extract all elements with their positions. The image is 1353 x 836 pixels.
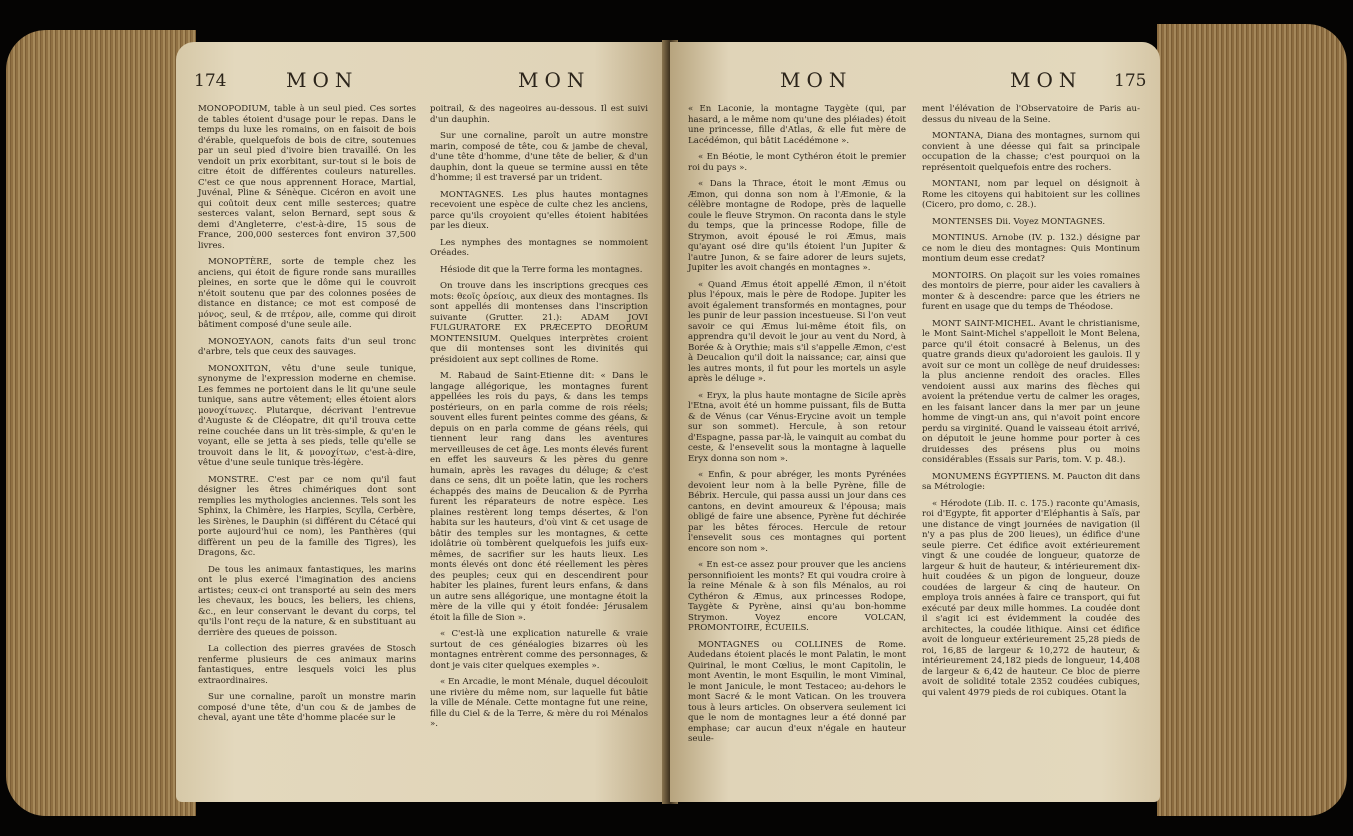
- paragraph: « En Béotie, le mont Cythéron étoit le premier roi du pays ».: [688, 152, 906, 173]
- paragraph: poitrail, & des nageoires au-dessous. Il est suivi d'un dauphin.: [430, 104, 648, 125]
- paragraph: Sur une cornaline, paroît un monstre marin composé d'une tête, d'un cou & de jambes de cheval, ayant une tête d'homme placée sur le: [198, 692, 416, 723]
- right-page: [670, 42, 1160, 802]
- paragraph: MONT SAINT-MICHEL. Avant le christianisme, le Mont Saint-Michel s'appelloit le Mont Belena, parce qu'il étoit consacré à Belenus, un des quatre grands dieux qu'adoroient les gaulois. Il y avoit sur ce mont un collège de neuf druidesses: la plus ancienne rendoit des oracles. Elles vendoient aussi aux marins des flèches qui avoient la prétendue vertu de calmer les orages, en les faisant lancer dans la mer par un jeune homme de vingt-un ans, qui n'avoit point encore perdu sa virginité. Quand le vaisseau étoit arrivé, on députoit le jeune homme pour porter à ces druidesses des présens plus ou moins considérables (Essais sur Paris, tom. V. p. 48.).: [922, 318, 1140, 465]
- right-page-column-2: [922, 104, 1140, 704]
- running-header-left: [176, 68, 668, 98]
- paragraph: MONUMENS ÉGYPTIENS. M. Paucton dit dans sa Métrologie:: [922, 471, 1140, 492]
- paragraph: ment l'élévation de l'Observatoire de Paris au-dessus du niveau de la Seine.: [922, 104, 1140, 125]
- page-number: 174: [194, 71, 227, 91]
- paragraph: ΜΟΝΟΧΙΤΩΝ, vêtu d'une seule tunique, synonyme de l'expression moderne en chemise. Les femmes ne portoient dans le lit qu'une seule tunique, sans autre vêtement; elles étoient alors μονοχίτωνες. Plutarque, décrivant l'entrevue d'Auguste & de Cléopatre, dit qu'il trouva cette reine couchée dans un lit très-simple, & qu'en le voyant, elle se jetta à ses pieds, telle qu'elle se trouvoit dans le lit, & μονοχίτων, c'est-à-dire, vêtue d'une seule tunique très-légère.: [198, 363, 416, 468]
- right-page-edges: [1157, 24, 1347, 816]
- right-page-column-1: [688, 104, 906, 751]
- paragraph: « Quand Æmus étoit appellé Æmon, il n'étoit plus l'époux, mais le père de Rodope. Jupiter les avoit également transformés en montagnes, pour les punir de leur passion incestueuse. Si l'on veut savoir ce qui Æmus lui-même étoit fils, on apprendra qu'il devoit le jour au vent du Nord, à Borée & à Orythie; mais s'il s'appelle Æmon, c'est à Deucalion qu'il doit la naissance; car, ainsi que les autres monts, il fut pour les mortels un asyle après le déluge ».: [688, 279, 906, 384]
- paragraph: « Dans la Thrace, étoit le mont Æmus ou Æmon, qui donna son nom à l'Æmonie, & la célèbre montagne de Rodope, près de laquelle coule le fleuve Strymon. On raconta dans le style du temps, que la princesse Rodope, fille de Strymon, avoit épousé le roi Æmus, mais qu'ayant osé dire qu'ils étoient l'un Jupiter & l'autre Junon, & se faire adorer de leurs sujets, Jupiter les avoit changés en montagnes ».: [688, 179, 906, 273]
- paragraph: MONOPODIUM, table à un seul pied. Ces sortes de tables étoient d'usage pour le repas. Dans le temps du luxe les romains, on en faisoit de bois d'érable, quelquefois de bois de citre, soutenues par un seul pied d'ivoire bien travaillé. On les vendoit un prix exorbitant, sur-tout si le bois de citre étoit de différentes couleurs naturelles. C'est ce que nous apprennent Horace, Martial, Juvénal, Pline & Sénèque. Cicéron en avoit une qui coûtoit deux cent mille sesterces; quatre sesterces valant, selon Bernard, sept sous & demi d'Angleterre, c'est-à-dire, 15 sous de France, 200,000 sesterces font environ 37,500 livres.: [198, 104, 416, 251]
- paragraph: MONSTRE. C'est par ce nom qu'il faut désigner les êtres chimériques dont sont remplies les mythologies anciennes. Tels sont les Sphinx, la Chimère, les Harpies, Scylla, Cerbère, les Sirènes, le Dauphin (si différent du Cétacé qui porte aujourd'hui ce nom), les Panthères (qui diffèrent un peu de la famille des Tigres), les Dragons, &c.: [198, 474, 416, 558]
- open-book: [6, 18, 1347, 824]
- paragraph: Sur une cornaline, paroît un autre monstre marin, composé de tête, cou & jambe de cheval, d'une tête d'homme, d'une tête de belier, & d'un dauphin, dont la queue se termine aussi en tête d'homme; il est traversé par un trident.: [430, 131, 648, 183]
- page-number: 175: [1114, 71, 1147, 91]
- paragraph: MONTENSES Dii. Voyez MONTAGNES.: [932, 216, 1106, 227]
- left-page-column-2: [430, 104, 648, 736]
- header-word-left: MON: [780, 68, 853, 92]
- paragraph: MONTINUS. Arnobe (IV. p. 132.) désigne par ce nom le dieu des montagnes: Quis Montinum montium deum esse credat?: [922, 233, 1140, 264]
- left-page-edges: [6, 30, 196, 816]
- paragraph: MONTANI, nom par lequel on désignoit à Rome les citoyens qui habitoient sur les collines (Cicero, pro domo, c. 28.).: [922, 179, 1140, 210]
- header-word-right: MON: [1010, 68, 1083, 92]
- left-page-column-1: [198, 104, 416, 730]
- paragraph: ΜΟΝΟΞΥΛΟΝ, canots faits d'un seul tronc d'arbre, tels que ceux des sauvages.: [198, 336, 416, 357]
- paragraph: « Enfin, & pour abréger, les monts Pyrénées devoient leur nom à la belle Pyrène, fille de Bébrix. Hercule, qui passa aussi un jour dans ces cantons, en devint amoureux & l'épousa; mais obligé de faire une absence, Pyrène fut déchirée par les bêtes féroces. Hercule de retour l'ensevelit sous ces montagnes qui portent encore son nom ».: [688, 470, 906, 554]
- paragraph: MONTOIRS. On plaçoit sur les voies romaines des montoirs de pierre, pour aider les cavaliers à monter & à descendre: parce que les étriers ne furent en usage que du temps de Théodose.: [922, 270, 1140, 312]
- paragraph: « En Laconie, la montagne Taygète (qui, par hasard, a le même nom qu'une des pléiades) étoit une princesse, fille d'Atlas, & elle fut mère de Lacédémon, qui bâtit Lacédémone ».: [688, 104, 906, 146]
- paragraph: Hésiode dit que la Terre forma les montagnes.: [440, 264, 643, 275]
- paragraph: « En est-ce assez pour prouver que les anciens personnifioient les monts? Et qui voudra croire à la reine Ménale & à son fils Ménalos, au roi Cythéron & Æmus, aux princesses Rodope, Taygète & Pyrène, ainsi qu'au bon-homme Strymon. Voyez encore VOLCAN, PROMONTOIRE, ÉCUEILS.: [688, 560, 906, 633]
- paragraph: M. Rabaud de Saint-Etienne dit: « Dans le langage allégorique, les montagnes furent appellées les rois du pays, & dans les temps postérieurs, on en parla comme de rois réels; souvent elles furent peintes comme des géans, & depuis on en parla comme de géans réels, qui tiennent leur rang dans les aventures merveilleuses de cet âge. Les monts élevés furent en effet les sauveurs & les pères du genre humain, après les ravages du déluge; & c'est dans ce sens, dit un poëte latin, que les rochers échappés des mains de Deucalion & de Pyrrha furent les réparateurs de notre espèce. Les plaines restèrent long temps désertes, & l'on habita sur les hauteurs, d'où vint & cet usage de bâtir des temples sur les montagnes, & cette idolâtrie où tombèrent quelquefois les juifs eux-mêmes, de sacrifier sur les hauts lieux. Les monts élevés ont donc été réellement les pères des peuples; ceux qui en descendirent pour habiter les plaines, furent leurs enfans, & dans un autre sens allégorique, une montagne étoit la mère de la ville qui y étoit fondée: Jérusalem étoit la fille de Sion ».: [430, 371, 648, 623]
- running-header-right: [670, 68, 1160, 98]
- left-page: [176, 42, 668, 802]
- paragraph: MONOPTÈRE, sorte de temple chez les anciens, qui étoit de figure ronde sans murailles pleines, en sorte que le dôme qui le couvroit n'étoit soutenu que par des colonnes posées de distance en distance; ce mot est composé de μόνος, seul, & de πτέρον, aile, comme qui diroit bâtiment composé d'une seule aile.: [198, 257, 416, 330]
- paragraph: « Hérodote (Lib. II. c. 175.) raconte qu'Amasis, roi d'Egypte, fit apporter d'Eléphantis à Saïs, par une distance de vingt journées de navigation (il n'y a pas plus de 200 lieues), un édifice d'une seule pierre. Cet édifice avoit extérieurement vingt & une coudée de longueur, quatorze de largeur & huit de hauteur, & intérieurement dix-huit coudées & un pigon de longueur, douze coudées de largeur & cinq de hauteur. On employa trois années à faire ce transport, qui fut exécuté par deux mille hommes. La coudée dont il s'agit ici est évidemment la coudée des architectes, la coudée lithique. Ainsi cet édifice avoit de longueur extérieurement 25,28 pieds de roi, 16,85 de largeur & 10,272 de hauteur, & intérieurement 24,182 pieds de longueur, 14,408 de largeur & 6,42 de hauteur. Ce bloc de pierre avoit de solidité totale 2352 coudées cubiques, qui valent 4979 pieds de roi cubiques. Otant la: [922, 498, 1140, 698]
- paragraph: MONTAGNES ou COLLINES de Rome. Audedans étoient placés le mont Palatin, le mont Quirinal, le mont Cœlius, le mont Capitolin, le mont Aventin, le mont Esquilin, le mont Viminal, le mont Janicule, le mont Testaceo; au-dehors le mont Sacré & le mont Vatican. On les trouvera tous à leurs articles. On observera seulement ici que le nom de montagnes leur a été donné par emphase; car aucun d'eux n'égale en hauteur seule-: [688, 639, 906, 744]
- header-word-left: MON: [286, 68, 359, 92]
- paragraph: MONTAGNES. Les plus hautes montagnes recevoient une espèce de culte chez les anciens, parce qu'ils croyoient qu'elles étoient habitées par les dieux.: [430, 189, 648, 231]
- paragraph: « C'est-là une explication naturelle & vraie surtout de ces généalogies bizarres où les montagnes entrèrent comme des personnages, & dont je vais citer quelques exemples ».: [430, 629, 648, 671]
- header-word-right: MON: [518, 68, 591, 92]
- paragraph: « Eryx, la plus haute montagne de Sicile après l'Etna, avoit été un homme puissant, fils de Butta & de Vénus (car Vénus-Erycine avoit un temple sur son sommet). Hercule, à son retour d'Espagne, passa par-là, le vainquit au combat du ceste, & l'ensevelit sous la montagne à laquelle Eryx donna son nom ».: [688, 390, 906, 464]
- paragraph: La collection des pierres gravées de Stosch renferme plusieurs de ces animaux marins fantastiques, entre lesquels voici les plus extraordinaires.: [198, 644, 416, 686]
- paragraph: On trouve dans les inscriptions grecques ces mots: θεοῖς ὀρείοις, aux dieux des montagnes. Ils sont appellés dii montenses dans l'inscription suivante (Grutter. 21.): ADAM JOVI FULGURATORE EX PRÆCEPTO DEORUM MONTENSIUM. Quelques interprètes croient que dii montenses sont les divinités qui présidoient aux sept collines de Rome.: [430, 281, 648, 365]
- paragraph: Les nymphes des montagnes se nommoient Oréades.: [430, 237, 648, 258]
- paragraph: MONTANA, Diana des montagnes, surnom qui convient à une déesse qui fait sa principale occupation de la chasse; c'est pourquoi on la représentoit quelquefois entre des rochers.: [922, 131, 1140, 173]
- paragraph: De tous les animaux fantastiques, les marins ont le plus exercé l'imagination des anciens artistes; ceux-ci ont transporté au sein des mers les chevaux, les boucs, les beliers, les chiens, &c., en leur conservant le devant du corps, tel qu'ils l'ont reçu de la nature, & en substituant au derrière des queues de poisson.: [198, 564, 416, 638]
- paragraph: « En Arcadie, le mont Ménale, duquel découloit une rivière du même nom, sur laquelle fut bâtie la ville de Ménale. Cette montagne fut une reine, fille du Ciel & de la Terre, & mère du roi Ménalos ».: [430, 677, 648, 729]
